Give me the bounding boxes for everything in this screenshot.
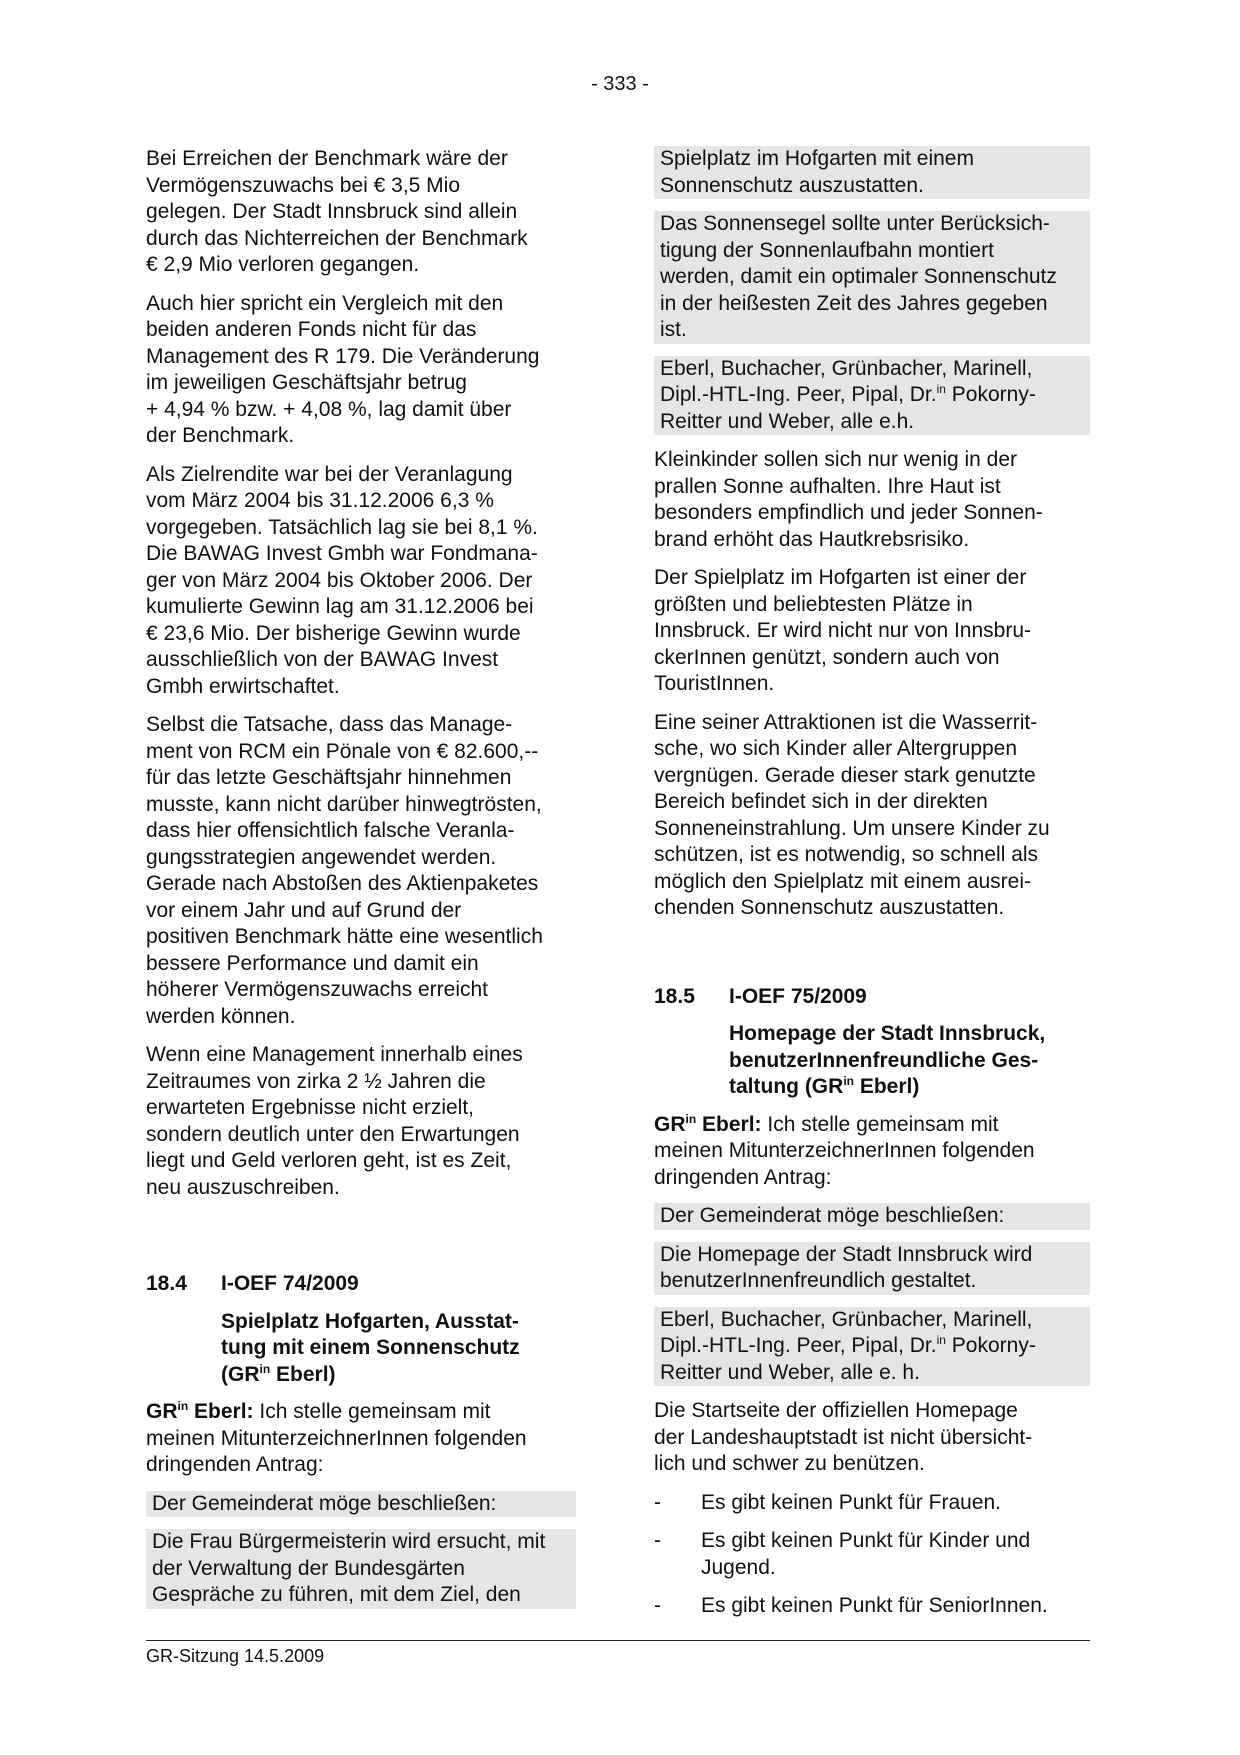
list-item: - Es gibt keinen Punkt für SeniorInnen. [654, 1594, 1048, 1617]
footer-text: GR-Sitzung 14.5.2009 [146, 1646, 325, 1666]
footer-divider [146, 1640, 1090, 1641]
paragraph-target-yield: Als Zielrendite war bei der Veranlagung vom März 2004 bis 31.12.2006 6,3 % vorgegeben. Tatsächlich lag sie bei 8,1 %. Die BAWAG Invest Gmbh war Fondmana- ger von März 2004 bis Oktober 2006. Der kumulierte Gewinn lag am 31.12.2006 bei € 23,6 Mio. Der bisherige Gewinn wurde ausschließlich von der BAWAG Invest Gmbh erwirtschaftet. [146, 462, 538, 698]
sun-sail-paragraph: Das Sonnensegel sollte unter Berücksich- tigung der Sonnenlaufbahn montiert werden, damit ein optimaler Sonnenschutz in der heißesten Zeit des Jahres gegeben ist. [654, 211, 1090, 344]
speaker-name: $GR^{in}$ Eberl: [654, 1111, 762, 1136]
section-number: 18.4 [146, 1272, 187, 1295]
section-number: 18.5 [654, 984, 695, 1008]
signers-list: Eberl, Buchacher, Grünbacher, Marinell, Dipl.-HTL-Ing. Peer, Pipal, Dr.$^{in}$ Pokorny- Reitter und Weber, alle e. h. [654, 1307, 1090, 1387]
motion-request: Die Homepage der Stadt Innsbruck wird benutzerInnenfreundlich gestaltet. [654, 1242, 1090, 1295]
section-heading-18-4 [146, 1271, 576, 1298]
section-title: Homepage der Stadt Innsbruck, benutzerInnenfreundliche Ges- taltung ($GR^{in}$ Eberl) [729, 1022, 1046, 1098]
right-column [654, 146, 1090, 1632]
left-column [146, 146, 576, 1609]
speaker-intro: $GR^{in}$ Eberl: Ich stelle gemeinsam mit meinen MitunterzeichnerInnen folgenden dringenden Antrag: [146, 1399, 527, 1476]
paragraph-startpage: Die Startseite der offiziellen Homepage der Landeshauptstadt ist nicht übersicht- lich und schwer zu benützen. [654, 1399, 1033, 1475]
section-code: I-OEF 75/2009 [729, 984, 867, 1008]
motion-request-continued: Spielplatz im Hofgarten mit einem Sonnenschutz auszustatten. [654, 146, 1090, 199]
motion-request: Die Frau Bürgermeisterin wird ersucht, mit der Verwaltung der Bundesgärten Gespräche zu führen, mit dem Ziel, den [146, 1529, 576, 1609]
page-number: - 333 - [591, 73, 649, 95]
list-item: - Es gibt keinen Punkt für Kinder und Jugend. [654, 1529, 1031, 1579]
speaker-intro: $GR^{in}$ Eberl: Ich stelle gemeinsam mit meinen MitunterzeichnerInnen folgenden dringenden Antrag: [654, 1111, 1035, 1189]
section-code: I-OEF 74/2009 [221, 1272, 359, 1295]
list-item: - Es gibt keinen Punkt für Frauen. [654, 1490, 1001, 1514]
section-title: Spielplatz Hofgarten, Ausstat- tung mit einem Sonnenschutz ($GR^{in}$ Eberl) [221, 1309, 520, 1386]
paragraph-benchmark: Bei Erreichen der Benchmark wäre der Vermögenszuwachs bei € 3,5 Mio gelegen. Der Stadt Innsbruck sind allein durch das Nichterreichen der Benchmark € 2,9 Mio verloren gegangen. [146, 147, 528, 276]
speaker-name: $GR^{in}$ Eberl: [146, 1399, 254, 1423]
signers-list: Eberl, Buchacher, Grünbacher, Marinell, Dipl.-HTL-Ing. Peer, Pipal, Dr.$^{in}$ Pokorny- Reitter und Weber, alle e.h. [654, 356, 1090, 436]
missing-items-list [654, 1490, 1090, 1620]
section-heading-18-5 [654, 984, 1090, 1011]
paragraph-re-tender: Wenn eine Management innerhalb eines Zeitraumes von zirka 2 ½ Jahren die erwarteten Ergebnisse nicht erzielt, sondern deutlich unter den Erwartungen liegt und Geld verloren geht, ist es Zeit, neu auszuschreiben. [146, 1043, 523, 1199]
paragraph-fund-comparison: Auch hier spricht ein Vergleich mit den beiden anderen Fonds nicht für das Management des R 179. Die Veränderung im jeweiligen Geschäftsjahr betrug + 4,94 % bzw. + 4,08 %, lag damit über der Benchmark. [146, 291, 540, 447]
paragraph-penalty: Selbst die Tatsache, dass das Manage- ment von RCM ein Pönale von € 82.600,-- für das letzte Geschäftsjahr hinnehmen musste, kann nicht darüber hinwegtrösten, dass hier offensichtlich falsche Veranla- gungsstrategien angewendet werden. Gerade nach Abstoßen des Aktienpaketes vor einem Jahr und auf Grund der positiven Benchmark hätte eine wesentlich bessere Performance und damit ein höherer Vermögenszuwachs erreicht werden können. [146, 713, 543, 1028]
motion-label: Der Gemeinderat möge beschließen: [654, 1203, 1090, 1230]
paragraph-water-slide: Eine seiner Attraktionen ist die Wasserrit- sche, wo sich Kinder aller Altergruppen vergnügen. Gerade dieser stark genutzte Bereich befindet sich in der direkten Sonneneinstrahlung. Um unsere Kinder zu schützen, ist es notwendig, so schnell als möglich den Spielplatz mit einem ausrei- chenden Sonnenschutz auszustatten. [654, 710, 1050, 919]
paragraph-playground: Der Spielplatz im Hofgarten ist einer der größten und beliebtesten Plätze in Innsbruck. Er wird nicht nur von Innsbru- ckerInnen genützt, sondern auch von TouristInnen. [654, 566, 1031, 695]
paragraph-toddlers: Kleinkinder sollen sich nur wenig in der prallen Sonne aufhalten. Ihre Haut ist besonders empfindlich und jeder Sonnen- brand erhöht das Hautkrebsrisiko. [654, 448, 1043, 551]
motion-label: Der Gemeinderat möge beschließen: [146, 1491, 576, 1518]
